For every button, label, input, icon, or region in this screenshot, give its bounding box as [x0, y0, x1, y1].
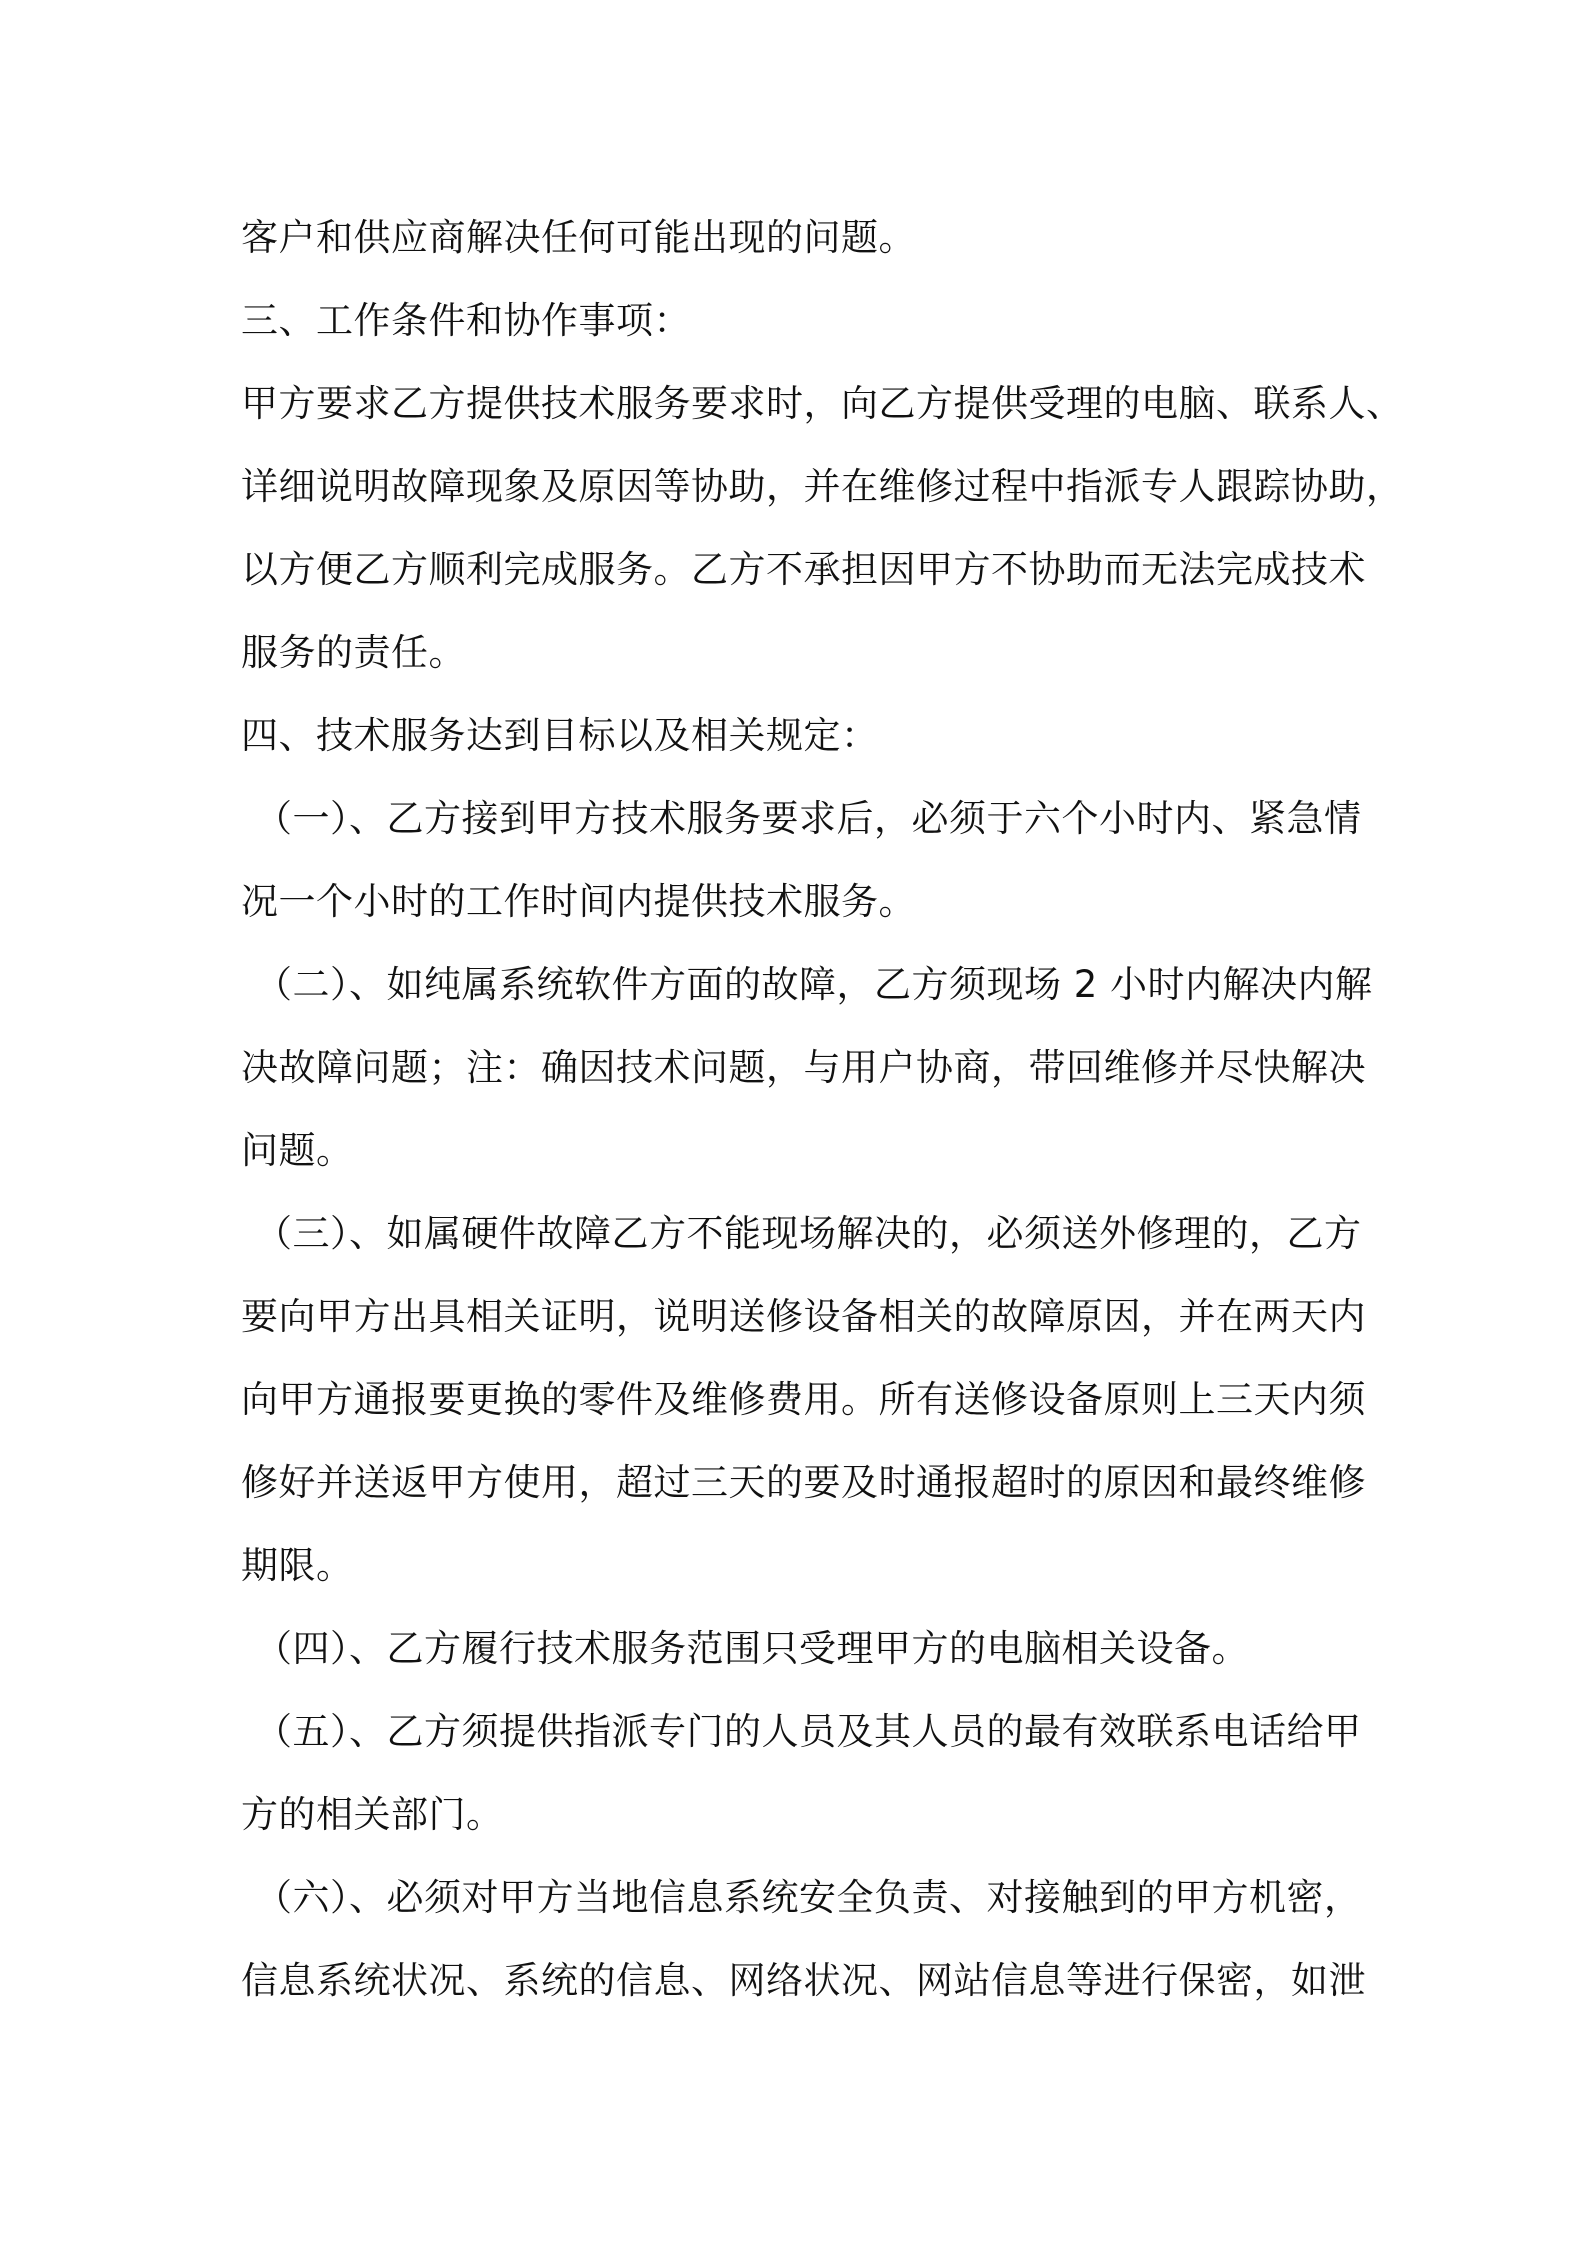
- list-item-line: （二）、如纯属系统软件方面的故障，乙方须现场 2 小时内解决内解: [255, 963, 1373, 1006]
- text-line: 信息系统状况、系统的信息、网络状况、网站信息等进行保密，如泄: [241, 1959, 1366, 2002]
- list-item-line: （五）、乙方须提供指派专门的人员及其人员的最有效联系电话给甲: [255, 1710, 1362, 1753]
- text-line: 决故障问题；注：确因技术问题，与用户协商，带回维修并尽快解决: [241, 1046, 1366, 1089]
- text-line: 甲方要求乙方提供技术服务要求时，向乙方提供受理的电脑、联系人、: [241, 382, 1404, 425]
- text-line: 期限。: [241, 1544, 354, 1587]
- text-line: 客户和供应商解决任何可能出现的问题。: [241, 216, 916, 259]
- list-item-line: （一）、乙方接到甲方技术服务要求后，必须于六个小时内、紧急情: [255, 797, 1362, 840]
- text-line: 详细说明故障现象及原因等协助，并在维修过程中指派专人跟踪协助，: [241, 465, 1404, 508]
- text-line: 问题。: [241, 1129, 354, 1172]
- text-line: 服务的责任。: [241, 631, 466, 674]
- list-item-line: （三）、如属硬件故障乙方不能现场解决的，必须送外修理的，乙方: [255, 1212, 1362, 1255]
- text-line: 以方便乙方顺利完成服务。乙方不承担因甲方不协助而无法完成技术: [241, 548, 1366, 591]
- document-body: [241, 196, 1404, 2022]
- text-line: 方的相关部门。: [241, 1793, 504, 1836]
- text-line: 况一个小时的工作时间内提供技术服务。: [241, 880, 916, 923]
- list-item-line: （四）、乙方履行技术服务范围只受理甲方的电脑相关设备。: [255, 1627, 1249, 1670]
- section-heading: 四、技术服务达到目标以及相关规定：: [241, 714, 879, 757]
- text-line: 要向甲方出具相关证明，说明送修设备相关的故障原因，并在两天内: [241, 1295, 1366, 1338]
- text-line: 修好并送返甲方使用，超过三天的要及时通报超时的原因和最终维修: [241, 1461, 1366, 1504]
- section-heading: 三、工作条件和协作事项：: [241, 299, 691, 342]
- text-line: 向甲方通报要更换的零件及维修费用。所有送修设备原则上三天内须: [241, 1378, 1366, 1421]
- list-item-line: （六）、必须对甲方当地信息系统安全负责、对接触到的甲方机密，: [255, 1876, 1362, 1919]
